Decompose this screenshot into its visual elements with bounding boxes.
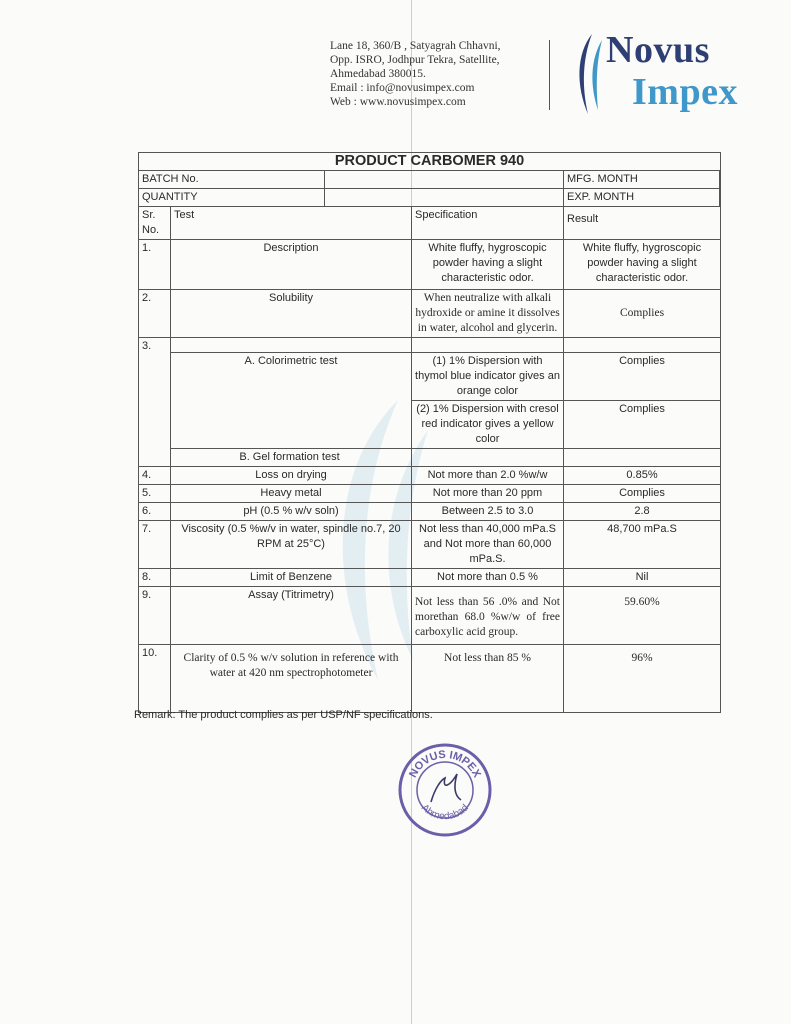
row-spec: Between 2.5 to 3.0 — [412, 503, 564, 521]
row-spec: Not less than 85 % — [412, 645, 564, 713]
row-result: Nil — [564, 569, 721, 587]
row-spec: Not more than 0.5 % — [412, 569, 564, 587]
table-row — [139, 503, 721, 521]
row-sr: 1. — [139, 240, 171, 290]
company-address — [330, 39, 501, 109]
quantity-label: QUANTITY — [139, 189, 325, 207]
row-spec: White fluffy, hygroscopic powder having a slight characteristic odor. — [412, 240, 564, 290]
row-result: Complies — [564, 290, 721, 338]
header-spec: Specification — [412, 207, 564, 240]
row-sr: 9. — [139, 587, 171, 645]
row-result-thymol: Complies — [564, 353, 721, 401]
table-row — [139, 645, 721, 713]
row-sr: 7. — [139, 521, 171, 569]
header-test: Test — [171, 207, 412, 240]
row-test: Heavy metal — [171, 485, 412, 503]
table-header-row — [139, 207, 721, 240]
novus-logo-swirl-icon — [572, 30, 608, 116]
table-row — [139, 338, 721, 353]
specification-table — [138, 152, 721, 713]
exp-label: EXP. MONTH — [564, 189, 720, 206]
table-row — [139, 449, 721, 467]
row-test: Solubility — [171, 290, 412, 338]
row-test: Limit of Benzene — [171, 569, 412, 587]
row-sr: 6. — [139, 503, 171, 521]
batch-value — [325, 171, 564, 189]
address-line: Opp. ISRO, Jodhpur Tekra, Satellite, — [330, 54, 500, 66]
table-row — [139, 569, 721, 587]
row-sr: 10. — [139, 645, 171, 713]
logo-text-impex: Impex — [632, 71, 738, 113]
remark-text: Remark: The product complies as per USP/NF specifications. — [134, 709, 433, 721]
header-result: Result — [564, 207, 721, 240]
address-line: Ahmedabad 380015. — [330, 68, 426, 80]
row-test: pH (0.5 % w/v soln) — [171, 503, 412, 521]
table-row — [139, 467, 721, 485]
row-spec-cresol: (2) 1% Dispersion with cresol red indicator gives a yellow color — [412, 401, 564, 449]
company-seal-stamp-icon — [395, 740, 495, 840]
row-spec: Not less than 40,000 mPa.S and Not more than 60,000 mPa.S. — [412, 521, 564, 569]
web-line: Web : www.novusimpex.com — [330, 96, 466, 108]
row-test-gel: B. Gel formation test — [171, 449, 412, 467]
row-result: 2.8 — [564, 503, 721, 521]
address-line: Lane 18, 360/B , Satyagrah Chhavni, — [330, 40, 501, 52]
stamp-bottom-text: Ahmedabad — [419, 802, 472, 823]
row-test: Assay (Titrimetry) — [171, 587, 412, 645]
svg-text:Ahmedabad — [419, 802, 471, 822]
row-sr: 3. — [139, 338, 171, 467]
row-spec: When neutralize with alkali hydroxide or amine it dissolves in water, alcohol and glycerin. — [412, 290, 564, 338]
row-sr: 5. — [139, 485, 171, 503]
header-divider — [549, 40, 550, 110]
table-row — [139, 240, 721, 290]
quantity-value — [325, 189, 564, 207]
row-spec: Not more than 2.0 %w/w — [412, 467, 564, 485]
logo-text-novus: Novus — [606, 29, 710, 71]
row-test: Viscosity (0.5 %w/v in water, spindle no.7, 20 RPM at 25°C) — [171, 521, 412, 569]
table-row — [139, 290, 721, 338]
header-sr: Sr. No. — [139, 207, 171, 240]
row-test: Loss on drying — [171, 467, 412, 485]
batch-row — [139, 171, 721, 189]
row-spec: Not less than 56 .0% and Not morethan 68.0 %w/w of free carboxylic acid group. — [412, 587, 564, 645]
row-test: Clarity of 0.5 % w/v solution in reference with water at 420 nm spectrophotometer — [171, 645, 412, 713]
quantity-row — [139, 189, 721, 207]
row-result-cresol: Complies — [564, 401, 721, 449]
email-line: Email : info@novusimpex.com — [330, 82, 475, 94]
row-result: 0.85% — [564, 467, 721, 485]
row-result: Complies — [564, 485, 721, 503]
row-test-colorimetric: A. Colorimetric test — [171, 353, 412, 449]
row-result: 48,700 mPa.S — [564, 521, 721, 569]
row-test: Description — [171, 240, 412, 290]
row-result: White fluffy, hygroscopic powder having a slight characteristic odor. — [564, 240, 721, 290]
row-sr: 4. — [139, 467, 171, 485]
table-row — [139, 485, 721, 503]
product-title: PRODUCT CARBOMER 940 — [139, 153, 721, 171]
row-result: 59.60% — [564, 587, 721, 645]
mfg-label: MFG. MONTH — [564, 171, 720, 188]
table-row — [139, 521, 721, 569]
table-title-row — [139, 153, 721, 171]
table-row — [139, 353, 721, 401]
row-sr: 8. — [139, 569, 171, 587]
row-sr: 2. — [139, 290, 171, 338]
stamp-top-text: NOVUS IMPEX — [407, 748, 483, 780]
row-spec-thymol: (1) 1% Dispersion with thymol blue indicator gives an orange color — [412, 353, 564, 401]
row-result: 96% — [564, 645, 721, 713]
row-spec: Not more than 20 ppm — [412, 485, 564, 503]
table-row — [139, 587, 721, 645]
batch-label: BATCH No. — [139, 171, 325, 189]
